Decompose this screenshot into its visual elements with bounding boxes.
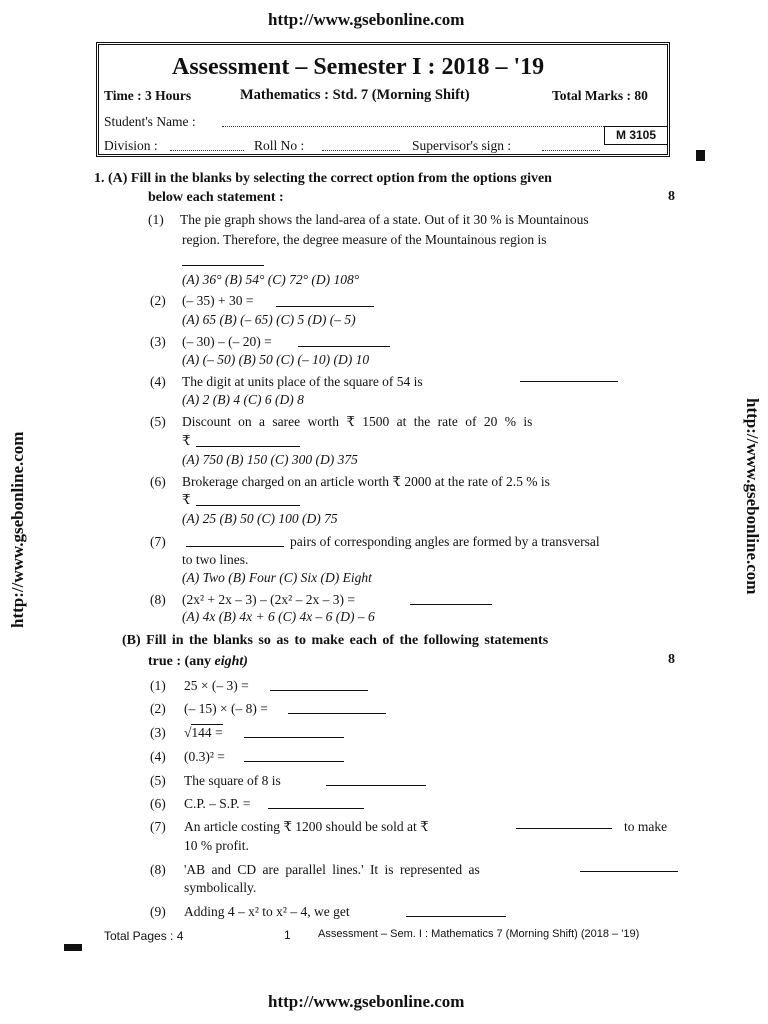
qa3-blank[interactable] <box>298 334 390 347</box>
qb8-text: 'AB and CD are parallel lines.' It is represented as <box>184 862 480 877</box>
qa2-options: (A) 65 (B) (– 65) (C) 5 (D) (– 5) <box>182 312 356 327</box>
section-b-marks: 8 <box>668 652 675 667</box>
qb5-text: The square of 8 is <box>184 773 281 788</box>
qb3-number: (3) <box>150 725 166 740</box>
qa8-text: (2x² + 2x – 3) – (2x² – 2x – 3) = <box>182 592 355 607</box>
qa3-number: (3) <box>150 334 166 349</box>
qb7-number: (7) <box>150 819 166 834</box>
section-a-heading: 1. (A) Fill in the blanks by selecting the correct option from the options given <box>94 171 552 186</box>
qa7-blank[interactable] <box>186 534 284 547</box>
qa8-blank[interactable] <box>410 592 492 605</box>
qa5-options: (A) 750 (B) 150 (C) 300 (D) 375 <box>182 452 358 467</box>
roll-no-field[interactable] <box>322 150 400 151</box>
paper-code: M 3105 <box>604 126 668 145</box>
qb9-number: (9) <box>150 904 166 919</box>
total-pages: Total Pages : 4 <box>104 929 184 943</box>
qb6-blank[interactable] <box>268 796 364 809</box>
qa4-blank[interactable] <box>520 369 618 382</box>
student-name-label: Student's Name : <box>104 114 196 129</box>
exam-total-marks: Total Marks : 80 <box>552 88 648 103</box>
section-a-heading-cont: below each statement : <box>148 190 284 205</box>
sqrt-icon: √ <box>184 725 192 740</box>
qa7-text: pairs of corresponding angles are formed by a transversal <box>290 534 600 549</box>
section-a-marks: 8 <box>668 189 675 204</box>
qa5-blank[interactable] <box>196 434 300 447</box>
qb6-text: C.P. – S.P. = <box>184 796 251 811</box>
qa7-number: (7) <box>150 534 166 549</box>
qb7-blank[interactable] <box>516 816 612 829</box>
qb2-text: (– 15) × (– 8) = <box>184 701 268 716</box>
division-label: Division : <box>104 138 158 153</box>
qb3-text <box>184 724 223 742</box>
exam-time: Time : 3 Hours <box>104 88 192 103</box>
section-b-heading-text: true : (any <box>148 654 211 669</box>
supervisor-sign-field[interactable] <box>542 150 600 151</box>
qa4-text: The digit at units place of the square of 54 is <box>182 374 423 389</box>
qa1-options: (A) 36° (B) 54° (C) 72° (D) 108° <box>182 272 360 287</box>
qb5-blank[interactable] <box>326 773 426 786</box>
qb5-number: (5) <box>150 773 166 788</box>
site-url-bottom[interactable]: http://www.gsebonline.com <box>268 992 465 1011</box>
site-url-left[interactable]: http://www.gsebonline.com <box>8 431 27 628</box>
qa6-text: Brokerage charged on an article worth ₹ 2000 at the rate of 2.5 % is <box>182 474 550 489</box>
exam-subject: Mathematics : Std. 7 (Morning Shift) <box>240 87 470 103</box>
qb8-number: (8) <box>150 862 166 877</box>
qb1-number: (1) <box>150 678 166 693</box>
qa1-blank[interactable] <box>182 253 264 266</box>
division-field[interactable] <box>170 150 244 151</box>
qa8-number: (8) <box>150 592 166 607</box>
qb4-number: (4) <box>150 749 166 764</box>
section-b-heading: (B) Fill in the blanks so as to make each of the following statements <box>122 633 549 648</box>
qa5-number: (5) <box>150 414 166 429</box>
qb4-blank[interactable] <box>244 749 344 762</box>
section-b-heading-cont <box>148 653 248 671</box>
qa4-options: (A) 2 (B) 4 (C) 6 (D) 8 <box>182 392 304 407</box>
exam-title: Assessment – Semester I : 2018 – '19 <box>172 54 545 80</box>
qa3-options: (A) (– 50) (B) 50 (C) (– 10) (D) 10 <box>182 352 370 367</box>
qb7-text-after: to make <box>624 819 668 834</box>
qa3-text: (– 30) – (– 20) = <box>182 334 272 349</box>
scan-marker-square <box>696 150 705 161</box>
qb8-text-cont: symbolically. <box>184 880 257 895</box>
qa2-text: (– 35) + 30 = <box>182 293 254 308</box>
qb2-number: (2) <box>150 701 166 716</box>
site-url-right[interactable]: http://www.gsebonline.com <box>743 398 762 595</box>
qa2-blank[interactable] <box>276 294 374 307</box>
qb8-blank[interactable] <box>580 859 678 872</box>
qb6-number: (6) <box>150 796 166 811</box>
qb3-expression: 144 = <box>191 725 223 740</box>
qb3-blank[interactable] <box>244 725 344 738</box>
qb9-text: Adding 4 – x² to x² – 4, we get <box>184 904 350 919</box>
qa7-text-cont: to two lines. <box>182 552 249 567</box>
qb7-text-cont: 10 % profit. <box>184 838 249 853</box>
qa1-number: (1) <box>148 212 164 227</box>
qa5-text: Discount on a saree worth ₹ 1500 at the rate of 20 % is <box>182 414 533 429</box>
qb4-text: (0.3)² = <box>184 749 225 764</box>
qa6-options: (A) 25 (B) 50 (C) 100 (D) 75 <box>182 511 338 526</box>
qb1-blank[interactable] <box>270 678 368 691</box>
page-number: 1 <box>284 928 291 942</box>
qa1-text: The pie graph shows the land-area of a state. Out of it 30 % is Mountainous <box>180 212 589 227</box>
qa7-options: (A) Two (B) Four (C) Six (D) Eight <box>182 570 372 585</box>
qa6-number: (6) <box>150 474 166 489</box>
section-b-heading-em: eight) <box>214 654 248 669</box>
student-name-field[interactable] <box>222 126 664 127</box>
scan-marker-bar <box>64 944 82 951</box>
qa4-number: (4) <box>150 374 166 389</box>
supervisor-sign-label: Supervisor's sign : <box>412 138 512 153</box>
roll-no-label: Roll No : <box>254 138 305 153</box>
qb9-blank[interactable] <box>406 904 506 917</box>
qa6-blank[interactable] <box>196 493 300 506</box>
qa1-text-cont: region. Therefore, the degree measure of the Mountainous region is <box>182 232 547 247</box>
qa6-rupee: ₹ <box>182 492 191 507</box>
qa5-rupee: ₹ <box>182 433 191 448</box>
site-url-top[interactable]: http://www.gsebonline.com <box>268 10 465 29</box>
qa2-number: (2) <box>150 293 166 308</box>
running-title: Assessment – Sem. I : Mathematics 7 (Morning Shift) (2018 – '19) <box>318 928 640 940</box>
qb2-blank[interactable] <box>288 701 386 714</box>
qa8-options: (A) 4x (B) 4x + 6 (C) 4x – 6 (D) – 6 <box>182 609 375 624</box>
qb1-text: 25 × (– 3) = <box>184 678 249 693</box>
qb7-text: An article costing ₹ 1200 should be sold at ₹ <box>184 819 429 834</box>
